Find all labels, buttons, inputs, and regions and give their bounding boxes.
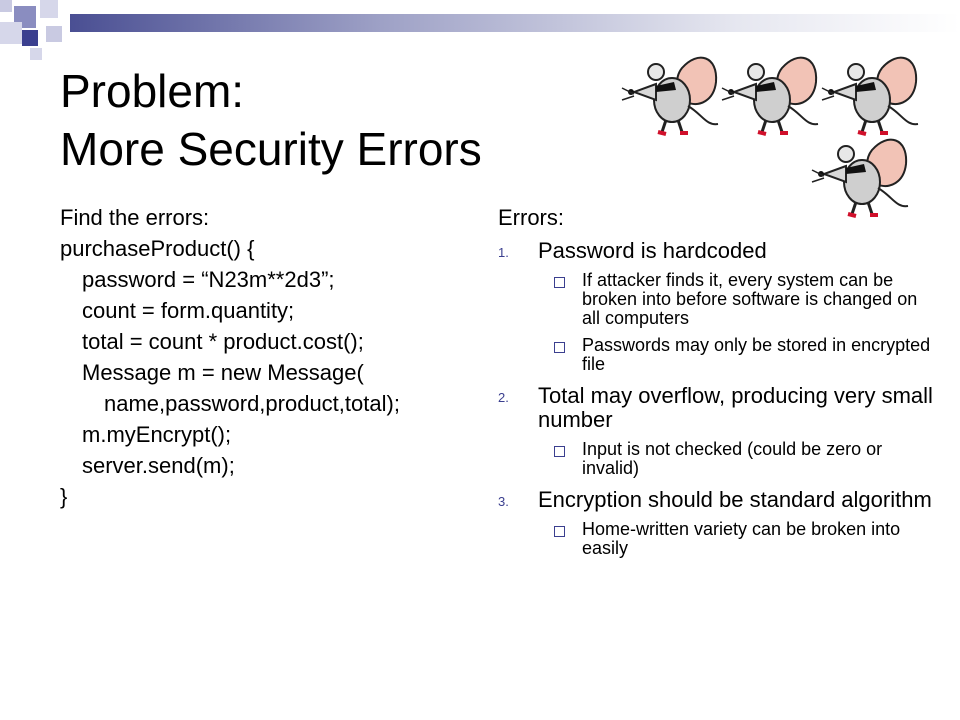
code-heading: Find the errors: <box>60 205 210 230</box>
corner-square <box>0 22 22 44</box>
title-line-1: Problem: <box>60 65 245 117</box>
corner-square <box>30 48 42 60</box>
code-line: server.send(m); <box>82 453 235 478</box>
error-number: 3. <box>498 494 509 509</box>
error-detail-text: If attacker finds it, every system can be broken into before software is changed on all computers <box>582 270 918 328</box>
code-line: purchaseProduct() { <box>60 236 255 261</box>
corner-square <box>46 26 62 42</box>
code-line: Message m = new Message( <box>82 360 364 385</box>
error-detail <box>498 336 938 374</box>
code-line: } <box>60 484 68 509</box>
error-detail-text: Input is not checked (could be zero or invalid) <box>582 439 883 478</box>
title-line-2: More Security Errors <box>60 123 482 175</box>
error-number: 1. <box>498 245 509 260</box>
error-detail-text: Home-written variety can be broken into easily <box>582 519 901 558</box>
error-detail <box>498 440 938 478</box>
corner-square <box>22 30 38 46</box>
error-detail <box>498 271 938 328</box>
corner-square <box>0 0 12 12</box>
error-detail <box>498 520 938 558</box>
errors-column <box>498 202 938 558</box>
slide-title <box>60 62 482 178</box>
error-item <box>498 239 938 263</box>
error-text: Password is hardcoded <box>538 238 767 263</box>
code-column <box>60 202 490 512</box>
error-item <box>498 384 938 432</box>
error-item <box>498 488 938 512</box>
masked-rat-thief-icon <box>620 40 950 220</box>
code-line: total = count * product.cost(); <box>82 329 364 354</box>
error-detail-text: Passwords may only be stored in encrypted file <box>582 335 931 374</box>
error-text: Total may overflow, producing very small number <box>538 383 933 432</box>
header-gradient-bar <box>70 14 960 32</box>
square-bullet-icon <box>554 277 565 288</box>
code-line: name,password,product,total); <box>104 391 400 416</box>
code-line: count = form.quantity; <box>82 298 295 323</box>
errors-heading: Errors: <box>498 205 564 230</box>
square-bullet-icon <box>554 342 565 353</box>
error-text: Encryption should be standard algorithm <box>538 487 932 512</box>
code-line: m.myEncrypt(); <box>82 422 232 447</box>
error-number: 2. <box>498 390 509 405</box>
code-line: password = “N23m**2d3”; <box>82 267 335 292</box>
square-bullet-icon <box>554 526 565 537</box>
corner-square <box>40 0 58 18</box>
square-bullet-icon <box>554 446 565 457</box>
